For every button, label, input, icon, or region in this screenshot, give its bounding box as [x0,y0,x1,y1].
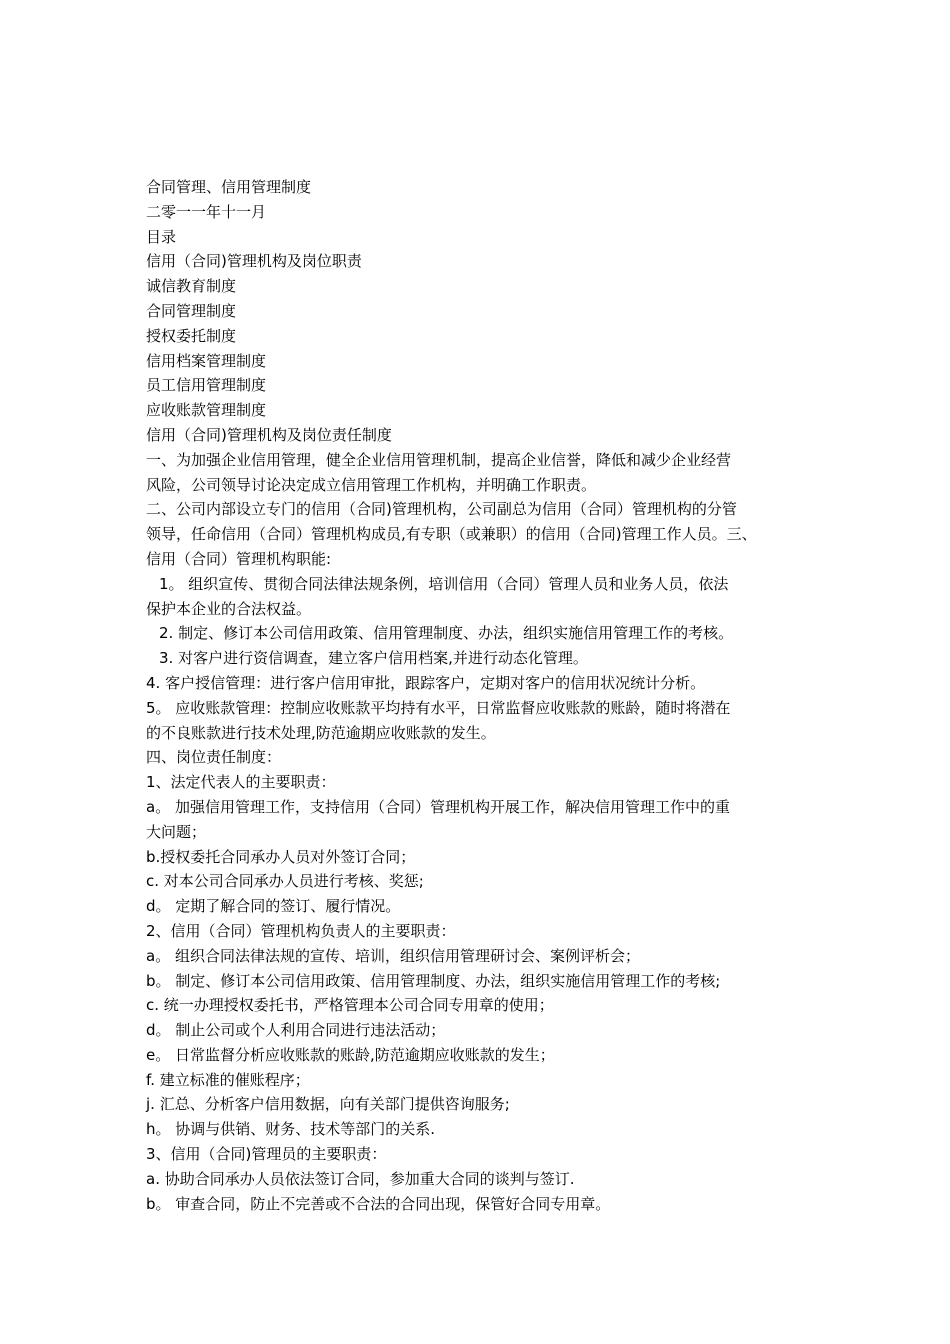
body-line: 的不良账款进行技术处理,防范逾期应收账款的发生。 [146,723,496,742]
body-line: 5。 应收账款管理：控制应收账款平均持有水平，日常监督应收账款的账龄，随时将潜在 [146,698,731,717]
body-line: 一、为加强企业信用管理，健全企业信用管理机制，提高企业信誉，降低和减少企业经营 [146,450,732,469]
toc-item: 员工信用管理制度 [146,376,267,395]
body-line: 四、岗位责任制度： [146,748,282,767]
body-line: 2、信用（合同）管理机构负责人的主要职责： [146,921,456,940]
body-line: f. 建立标准的催账程序； [146,1070,310,1089]
body-line: a. 协助合同承办人员依法签订合同，参加重大合同的谈判与签订. [146,1169,575,1188]
body-line: 保护本企业的合法权益。 [146,599,312,618]
body-line: 信用（合同）管理机构职能: [146,549,332,568]
body-line: 1。 组织宣传、贯彻合同法律法规条例，培训信用（合同）管理人员和业务人员，依法 [159,574,729,593]
body-line: a。 加强信用管理工作，支持信用（合同）管理机构开展工作，解决信用管理工作中的重 [146,797,730,816]
toc-heading: 目录 [146,227,177,246]
body-line: 二、公司内部设立专门的信用（合同)管理机构，公司副总为信用（合同）管理机构的分管 [146,500,737,519]
document-title: 合同管理、信用管理制度 [146,178,312,196]
toc-item: 诚信教育制度 [146,277,237,296]
toc-item: 授权委托制度 [146,326,237,345]
body-line: d。 定期了解合同的签订、履行情况。 [146,897,401,916]
section-heading: 信用（合同)管理机构及岗位责任制度 [146,425,392,444]
body-line: 2. 制定、修订本公司信用政策、信用管理制度、办法，组织实施信用管理工作的考核。 [159,624,734,643]
toc-item: 合同管理制度 [146,301,237,320]
document-body [146,175,826,1216]
body-line: 风险，公司领导讨论决定成立信用管理工作机构，并明确工作职责。 [146,475,597,494]
body-line: d。 制止公司或个人利用合同进行违法活动； [146,1021,446,1040]
body-line: e。 日常监督分析应收账款的账龄,防范逾期应收账款的发生； [146,1045,555,1064]
body-line: c. 对本公司合同承办人员进行考核、奖惩; [146,872,424,891]
toc-item: 信用档案管理制度 [146,351,267,370]
body-line: 领导，任命信用（合同）管理机构成员,有专职（或兼职）的信用（合同)管理工作人员。三、 [146,525,757,544]
document-date: 二零一一年十一月 [146,202,267,221]
body-line: b。 制定、修订本公司信用政策、信用管理制度、办法，组织实施信用管理工作的考核; [146,971,721,990]
body-line: a。 组织合同法律法规的宣传、培训，组织信用管理研讨会、案例评析会； [146,946,640,965]
toc-item: 信用（合同)管理机构及岗位职责 [146,252,362,271]
body-line: 4. 客户授信管理：进行客户信用审批，跟踪客户，定期对客户的信用状况统计分析。 [146,673,706,692]
toc-item: 应收账款管理制度 [146,401,267,420]
body-line: b.授权委托合同承办人员对外签订合同； [146,847,416,866]
body-line: j. 汇总、分析客户信用数据，向有关部门提供咨询服务; [146,1095,510,1114]
body-line: 大问题； [146,822,207,841]
body-line: h。 协调与供销、财务、技术等部门的关系. [146,1120,436,1139]
body-line: b。 审查合同，防止不完善或不合法的合同出现，保管好合同专用章。 [146,1194,611,1213]
body-line: 1、法定代表人的主要职责： [146,773,336,792]
body-line: c. 统一办理授权委托书，严格管理本公司合同专用章的使用； [146,996,554,1015]
body-line: 3. 对客户进行资信调查，建立客户信用档案,并进行动态化管理。 [159,649,588,668]
body-line: 3、信用（合同)管理员的主要职责： [146,1145,387,1164]
